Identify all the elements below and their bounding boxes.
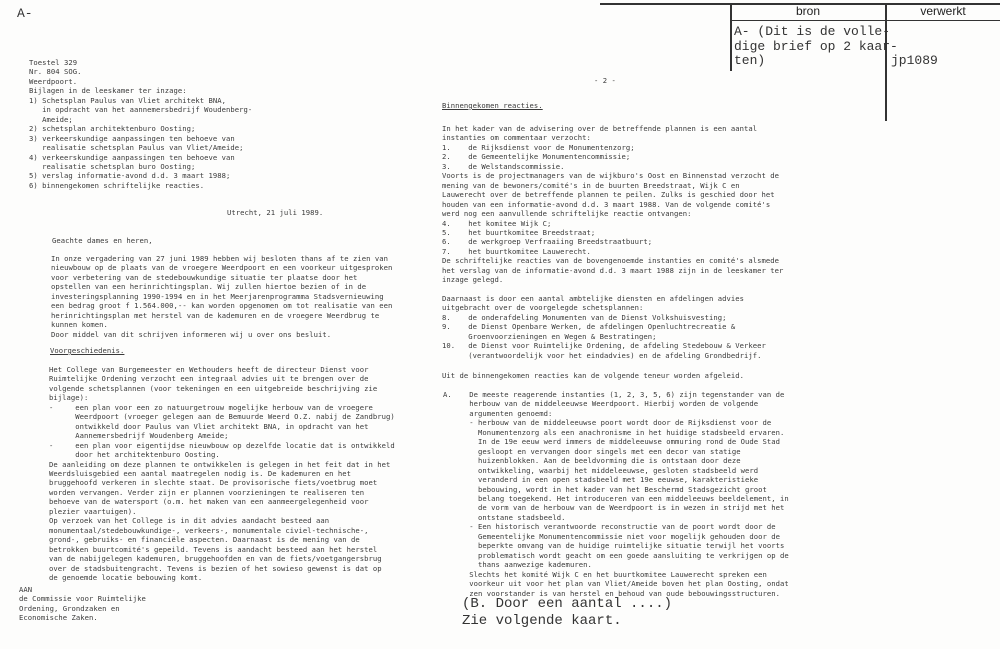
column-header-verwerkt: verwerkt <box>920 4 966 18</box>
letter-date: Utrecht, 21 juli 1989. <box>227 208 324 217</box>
processed-code: jp1089 <box>891 53 938 68</box>
point-a: A. De meeste reagerende instanties (1, 2, 3, 5, 6) zijn tegenstander van de herbouw van de middeleeuwse Weerdpoort. Hierbij worden de volgende argumenten genoemd: - herbouw van de middeleeuwse poort wordt door de Rijksdienst voor de Monumentenzorg als een anachronisme in het huidige stadsbeeld ervaren. In de 19e eeuw werd immers de middeleeuwse ommuring rond de Oude Stad gesloopt en vervangen door singels met een decor van statige huizenblokken. Aan de beeldvorming die is ontstaan door deze ontwikkeling, waarbij het middeleeuwse, gesloten stadsbeeld werd veranderd in een open stadsbeeld met 19e eeuwse, karakteristieke bebouwing, wordt in het kader van het Beschermd Stadsgezicht groot belang toegekend. Het introduceren van een middeleeuws beeldelement, in de vorm van de herbouw van de Weerdpoort is in wezen in strijd met het ontstane stadsbeeld. - Een historisch verantwoorde reconstructie van de poort wordt door de Gemeentelijke Monumentencommissie niet voor mogelijk gehouden door de beperkte omvang van de huidige ruimtelijke situatie terwijl het voorts problematisch wordt geacht om een goede aansluiting te verkrijgen op de thans aanwezige kademuren. Slechts het komité Wijk C en het buurtkomitee Lauwerecht spreken een voorkeur uit voor het plan van Vliet/Ameide boven het plan Oosting, ondat zen voorstander is van herstel en behoud van oude bebouwingsstructuren. <box>443 390 789 598</box>
letter-addressee: AAN de Commissie voor Ruimtelijke Ordening, Grondzaken en Economische Zaken. <box>19 585 146 623</box>
letter-intro-paragraph: In onze vergadering van 27 juni 1989 hebben wij besloten thans af te zien van nieuwbouw op de plaats van de vroegere Weerdpoort en een voorkeur uitgesproken voor verbetering van de stedebouwkundige situatie ter plaatse door het opstellen van een herinrichtingsplan. Wij zullen hiertoe bezien of in de investeringsplanning 1990-1994 en in het Meerjarenprogramma Stadsvernieuwing een bedrag groot f 1.564.000,-- kan worden opgenomen om tot realisatie van een herinrichtingsplan met herstel van de kademuren en de vroegere Weerdbrug te kunnen komen. Door middel van dit schrijven informeren wij u over ons besluit. <box>51 254 393 339</box>
history-heading: Voorgeschiedenis. <box>50 346 125 355</box>
reactions-paragraph-2: Daarnaast is door een aantal ambtelijke diensten en afdelingen advies uitgebracht over de voorgelegde schetsplannen: 8. de onderafdeling Monumenten van de Dienst Volkshuisvesting; 9. de Dienst Openbare Werken, de afdelingen Openluchtrecreatie & Groenvoorzieningen en Wegen & Bestratingen; 10. de Dienst voor Ruimtelijke Ordening, de afdeling Stedebouw & Verkeer (verantwoordelijk voor het eindadvies) en de afdeling Grondbedrijf. <box>442 294 766 360</box>
reactions-heading: Binnengekomen reacties. <box>442 101 543 110</box>
source-note: A- (Dit is de volle- dige brief op 2 kaar- ten) <box>734 24 898 68</box>
reactions-paragraph-3: Uit de binnengekomen reacties kan de volgende teneur worden afgeleid. <box>442 371 745 380</box>
card-corner-label: A- <box>17 6 33 21</box>
history-paragraph: Het College van Burgemeester en Wethouders heeft de directeur Dienst voor Ruimtelijke Ordening verzocht een integraal advies uit te brengen over de volgende schetsplannen (voor tekeningen en een uitgebreide beschrijving zie bijlage): - een plan voor een zo natuurgetrouw mogelijke herbouw van de vroegere Weerdpoort (vroeger gelegen aan de Bemuurde Weerd O.Z. nabij de Zandbrug) ontwikkeld door Paulus van Vliet architekt BNA, in opdracht van het Aannemersbedrijf Woudenberg Ameide; - een plan voor eigentijdse nieuwbouw op dezelfde locatie dat is ontwikkeld door het architektenburo Oosting. De aanleiding om deze plannen te ontwikkelen is gelegen in het feit dat in het Weerdsluisgebied een aantal maatregelen nodig is. De kademuren en het bruggehoofd verkeren in slechte staat. De provisorische fiets/voetbrug moet worden vervangen. Verder zijn er plannen voorzieningen te realiseren ten behoeve van de watersport (o.m. het maken van een aanmeergelegenheid voor plezier vaartuigen). Op verzoek van het College is in dit advies aandacht besteed aan monumentaal/stedebouwkundige-, verkeers-, monumentale civiel-technische-, grond-, gebruiks- en financiële aspecten. Daarnaast is de mening van de betrokken buurtcomité's gepeild. Tevens is aandacht besteed aan het herstel van de nabijgelegen kademuren, bruggehoofden en van de fiets/voetgangersbrug over de stadsbuitengracht. Tevens is bezien of het sowieso gewenst is dat op de genoemde locatie bebouwing komt. <box>49 365 395 582</box>
table-header-rule <box>730 20 1000 21</box>
letter-salutation: Geachte dames en heren, <box>52 236 153 245</box>
letter-reference-header: Toestel 329 Nr. 804 SOG. Weerdpoort. Bijlagen in de leeskamer ter inzage: 1) Schetsplan Paulus van Vliet architekt BNA, in opdracht van het aannemersbedrijf Woudenberg- Ameide; 2) schetsplan architektenburo Oosting; 3) verkeerskundige aanpassingen ten behoeve van realisatie schetsplan Paulus van Vliet/Ameide; 4) verkeerskundige aanpassingen ten behoeve van realisatie schetsplan buro Oosting; 5) verslag informatie-avond d.d. 3 maart 1988; 6) binnengekomen schriftelijke reacties. <box>29 58 253 190</box>
column-header-bron: bron <box>795 4 821 18</box>
page-number: - 2 - <box>594 76 616 85</box>
continuation-note: (B. Door een aantal ....) Zie volgende kaart. <box>462 596 673 629</box>
reactions-paragraph-1: In het kader van de advisering over de betreffende plannen is een aantal instanties om commentaar verzocht: 1. de Rijksdienst voor de Monumentenzorg; 2. de Gemeentelijke Monumentencommissie; 3. de Welstandscommissie. Voorts is de projectmanagers van de wijkburo's Oost en Binnenstad verzocht de mening van de bewoners/comité's in de buurten Breedstraat, Wijk C en Lauwerecht over de betreffende plannen te peilen. Zulks is geschied door het houden van een informatie-avond d.d. 3 maart 1988. Van de volgende comité's werd nog een aanvullende schriftelijke reactie ontvangen: 4. het komitee Wijk C; 5. het buurtkomitee Breedstraat; 6. de werkgroep Verfraaiing Breedstraatbuurt; 7. het buurtkomitee Lauwerecht. De schriftelijke reacties van de bovengenoemde instanties en comité's alsmede het verslag van de informatie-avond d.d. 3 maart 1988 zijn in de leeskamer ter inzage gelegd. <box>442 124 784 285</box>
